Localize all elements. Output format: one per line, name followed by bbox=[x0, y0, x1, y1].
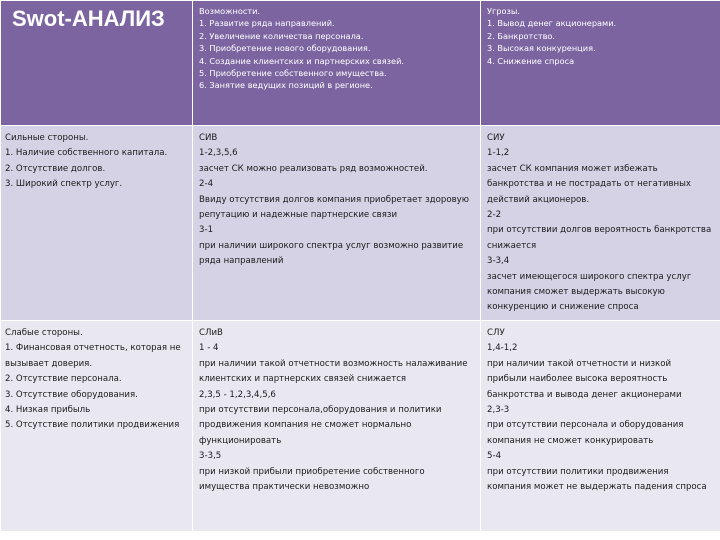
text-line: 2-4 bbox=[199, 179, 214, 190]
text-line: засчет СК можно реализовать ряд возможностей. bbox=[199, 163, 428, 174]
text-line: 3. Приобретение нового оборудования. bbox=[199, 43, 371, 54]
text-line: 5-4 bbox=[487, 451, 502, 462]
text-line: при низкой прибыли приобретение собственного bbox=[199, 466, 425, 477]
text-line: банкротства и вывода денег акционерами bbox=[487, 389, 682, 400]
text-line: продвижения компания не сможет нормально bbox=[199, 420, 412, 431]
text-line: 3-1 bbox=[199, 225, 214, 236]
text-line: компания сможет выдержать высокую bbox=[487, 287, 665, 298]
text-line: СЛиВ bbox=[199, 328, 223, 338]
text-line: прибыли наиболее высока вероятность bbox=[487, 374, 668, 385]
text-line: Возможности. bbox=[199, 6, 261, 16]
slu-list bbox=[481, 321, 720, 495]
text-line: 3-3,5 bbox=[199, 451, 222, 462]
text-line: вызывает доверия. bbox=[5, 358, 93, 369]
text-line: 2. Увеличение количества персонала. bbox=[199, 30, 364, 41]
text-line: при наличии такой отчетности и низкой bbox=[487, 358, 672, 369]
text-line: репутацию и надежные партнерские связи bbox=[199, 210, 398, 221]
sliv-cell bbox=[193, 321, 481, 532]
text-line: 2,3,5 - 1,2,3,4,5,6 bbox=[199, 389, 276, 400]
text-line: 4. Снижение спроса bbox=[487, 55, 575, 66]
text-line: СЛУ bbox=[487, 328, 505, 338]
text-line: 1. Вывод денег акционерами. bbox=[487, 18, 617, 29]
siu-list bbox=[481, 126, 720, 316]
text-line: 3-3,4 bbox=[487, 256, 510, 267]
text-line: 5. Приобретение собственного имущества. bbox=[199, 68, 387, 79]
text-line: функционировать bbox=[199, 435, 282, 446]
text-line: 1 - 4 bbox=[199, 343, 219, 354]
text-line: Угрозы. bbox=[487, 6, 520, 16]
header-row bbox=[1, 1, 720, 126]
weaknesses-list bbox=[1, 321, 192, 434]
text-line: действий акционеров. bbox=[487, 194, 590, 205]
text-line: Слабые стороны. bbox=[5, 328, 83, 338]
text-line: 2. Отсутствие персонала. bbox=[5, 374, 122, 385]
text-line: 1-1,2 bbox=[487, 148, 510, 159]
slu-cell bbox=[481, 321, 720, 532]
text-line: 1-2,3,5,6 bbox=[199, 148, 238, 159]
text-line: СИВ bbox=[199, 133, 218, 143]
title-cell bbox=[1, 1, 193, 126]
page-title: Swot-АНАЛИЗ bbox=[12, 6, 165, 31]
text-line: СИУ bbox=[487, 133, 505, 143]
text-line: 2,3-3 bbox=[487, 405, 510, 416]
text-line: компания может не выдержать падения спроса bbox=[487, 482, 707, 493]
text-line: при отсутствии персонала и оборудования bbox=[487, 420, 684, 431]
text-line: засчет СК компания может избежать bbox=[487, 163, 658, 174]
text-line: при наличии такой отчетности возможность налаживание bbox=[199, 358, 468, 369]
text-line: Ввиду отсутствия долгов компания приобретает здоровую bbox=[199, 194, 469, 205]
text-line: при отсутствии политики продвижения bbox=[487, 466, 669, 477]
text-line: 1. Наличие собственного капитала. bbox=[5, 148, 168, 159]
text-line: 1. Финансовая отчетность, которая не bbox=[5, 343, 181, 354]
text-line: 1. Развитие ряда направлений. bbox=[199, 18, 335, 29]
strengths-cell bbox=[1, 126, 193, 321]
text-line: 3. Высокая конкуренция. bbox=[487, 43, 596, 54]
strengths-list bbox=[1, 126, 192, 193]
text-line: при отсутствии персонала,оборудования и политики bbox=[199, 405, 442, 416]
text-line: 4. Низкая прибыль bbox=[5, 405, 91, 416]
weaknesses-cell bbox=[1, 321, 193, 532]
text-line: 2. Отсутствие долгов. bbox=[5, 163, 106, 174]
text-line: банкротства и не пострадать от негативных bbox=[487, 179, 692, 190]
text-line: снижается bbox=[487, 240, 537, 251]
threats-cell bbox=[481, 1, 720, 126]
strengths-row bbox=[1, 126, 720, 321]
siu-cell bbox=[481, 126, 720, 321]
text-line: ряда направлений bbox=[199, 256, 284, 267]
text-line: 3. Широкий спектр услуг. bbox=[5, 179, 123, 190]
text-line: 2-2 bbox=[487, 210, 502, 221]
sliv-list bbox=[193, 321, 480, 495]
text-line: при отсутствии долгов вероятность банкротства bbox=[487, 225, 712, 236]
siv-cell bbox=[193, 126, 481, 321]
text-line: 1,4-1,2 bbox=[487, 343, 518, 354]
text-line: компания не сможет конкурировать bbox=[487, 435, 654, 446]
text-line: имущества практически невозможно bbox=[199, 482, 370, 493]
text-line: при наличии широкого спектра услуг возможно развитие bbox=[199, 240, 464, 251]
text-line: 3. Отсутствие оборудования. bbox=[5, 389, 138, 400]
text-line: 5. Отсутствие политики продвижения bbox=[5, 420, 180, 431]
weaknesses-row bbox=[1, 321, 720, 532]
text-line: конкуренцию и снижение спроса bbox=[487, 302, 639, 313]
opportunities-cell bbox=[193, 1, 481, 126]
text-line: клиентских и партнерских связей снижается bbox=[199, 374, 407, 385]
text-line: 2. Банкротство. bbox=[487, 30, 556, 41]
opportunities-list bbox=[193, 1, 480, 92]
text-line: 4. Создание клиентских и партнерских связей. bbox=[199, 55, 404, 66]
threats-list bbox=[481, 1, 720, 67]
siv-list bbox=[193, 126, 480, 270]
text-line: засчет имеющегося широкого спектра услуг bbox=[487, 271, 692, 282]
text-line: 6. Занятие ведущих позиций в регионе. bbox=[199, 80, 373, 91]
text-line: Сильные стороны. bbox=[5, 133, 89, 143]
